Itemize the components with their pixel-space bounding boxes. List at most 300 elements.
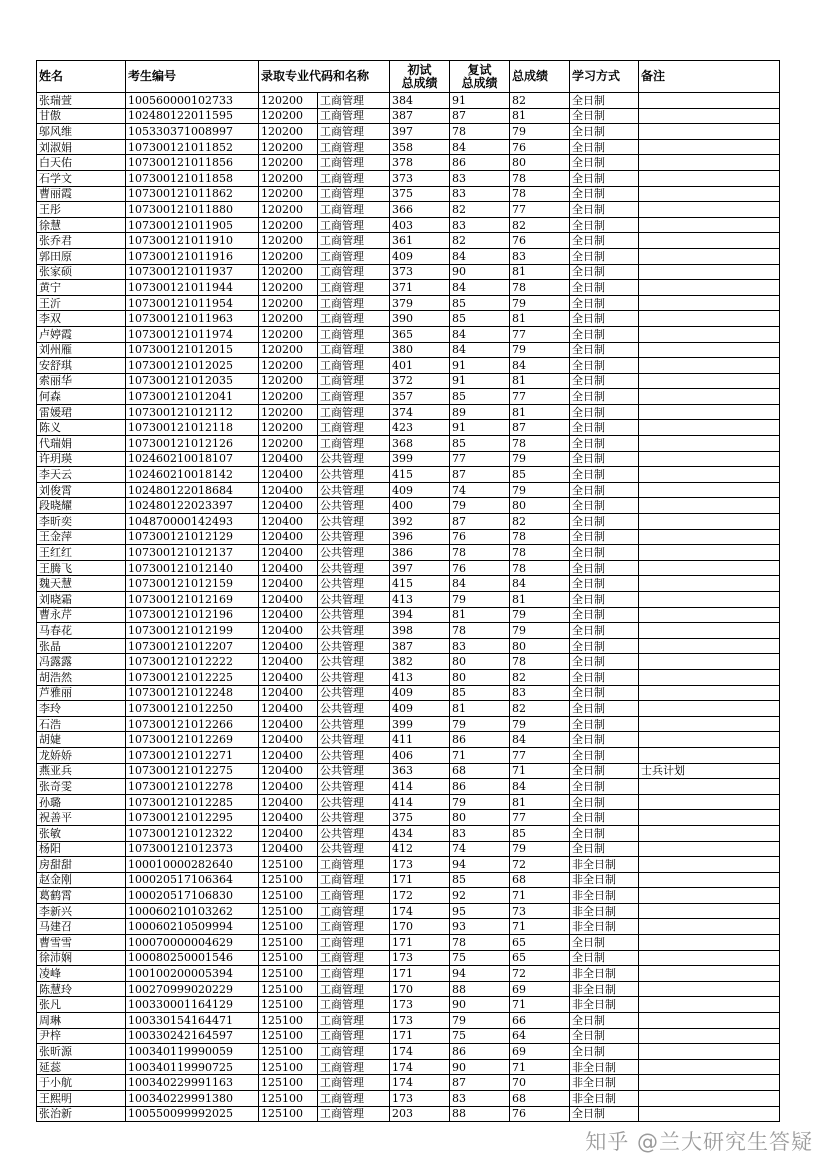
- cell-prelim: 387: [390, 638, 450, 654]
- cell-code: 125100: [259, 1013, 318, 1029]
- cell-retest: 94: [450, 966, 510, 982]
- cell-id: 107300121012275: [126, 763, 259, 779]
- table-row: [37, 716, 780, 732]
- header-total: 总成绩: [510, 61, 570, 93]
- cell-code: 120200: [259, 264, 318, 280]
- cell-code: 120400: [259, 747, 318, 763]
- cell-prelim: 368: [390, 436, 450, 452]
- header-note: 备注: [639, 61, 780, 93]
- cell-mode: 全日制: [570, 654, 639, 670]
- cell-id: 107300121011862: [126, 186, 259, 202]
- cell-total: 83: [510, 248, 570, 264]
- table-row: [37, 295, 780, 311]
- cell-mode: 全日制: [570, 108, 639, 124]
- cell-note: [639, 747, 780, 763]
- cell-note: [639, 1059, 780, 1075]
- cell-mode: 全日制: [570, 217, 639, 233]
- table-row: [37, 592, 780, 608]
- cell-mode: 非全日制: [570, 1075, 639, 1091]
- cell-name: 于小航: [37, 1075, 126, 1091]
- cell-major: 工商管理: [318, 1044, 390, 1060]
- cell-mode: 全日制: [570, 747, 639, 763]
- cell-mode: 全日制: [570, 295, 639, 311]
- cell-major: 公共管理: [318, 467, 390, 483]
- cell-note: [639, 420, 780, 436]
- cell-major: 工商管理: [318, 404, 390, 420]
- cell-prelim: 409: [390, 482, 450, 498]
- cell-major: 工商管理: [318, 1028, 390, 1044]
- cell-total: 69: [510, 1044, 570, 1060]
- cell-name: 周琳: [37, 1013, 126, 1029]
- cell-note: [639, 623, 780, 639]
- cell-id: 107300121012126: [126, 436, 259, 452]
- cell-mode: 全日制: [570, 514, 639, 530]
- cell-id: 107300121012041: [126, 389, 259, 405]
- cell-mode: 非全日制: [570, 857, 639, 873]
- cell-name: 索丽华: [37, 373, 126, 389]
- cell-name: 石学文: [37, 170, 126, 186]
- cell-name: 白天佑: [37, 155, 126, 171]
- cell-id: 105330371008997: [126, 124, 259, 140]
- cell-note: [639, 1091, 780, 1107]
- cell-code: 120400: [259, 482, 318, 498]
- cell-id: 107300121012129: [126, 529, 259, 545]
- cell-prelim: 401: [390, 358, 450, 374]
- cell-total: 79: [510, 451, 570, 467]
- cell-id: 107300121011910: [126, 233, 259, 249]
- cell-prelim: 373: [390, 264, 450, 280]
- cell-id: 107300121011858: [126, 170, 259, 186]
- cell-total: 82: [510, 701, 570, 717]
- cell-code: 120200: [259, 202, 318, 218]
- table-row: [37, 732, 780, 748]
- cell-retest: 78: [450, 935, 510, 951]
- cell-note: [639, 467, 780, 483]
- cell-major: 公共管理: [318, 576, 390, 592]
- cell-mode: 非全日制: [570, 1091, 639, 1107]
- cell-note: [639, 841, 780, 857]
- cell-total: 65: [510, 950, 570, 966]
- cell-code: 120400: [259, 685, 318, 701]
- cell-prelim: 375: [390, 186, 450, 202]
- cell-name: 石浩: [37, 716, 126, 732]
- cell-name: 张昕源: [37, 1044, 126, 1060]
- cell-total: 79: [510, 342, 570, 358]
- cell-retest: 71: [450, 747, 510, 763]
- cell-mode: 全日制: [570, 716, 639, 732]
- cell-retest: 90: [450, 1059, 510, 1075]
- table-row: [37, 326, 780, 342]
- cell-note: [639, 514, 780, 530]
- cell-code: 120400: [259, 529, 318, 545]
- cell-total: 82: [510, 217, 570, 233]
- cell-note: [639, 654, 780, 670]
- cell-retest: 75: [450, 1028, 510, 1044]
- cell-major: 公共管理: [318, 841, 390, 857]
- header-prelim-line1: 初试: [407, 62, 432, 77]
- cell-prelim: 378: [390, 155, 450, 171]
- cell-retest: 90: [450, 264, 510, 280]
- cell-mode: 全日制: [570, 701, 639, 717]
- cell-mode: 全日制: [570, 732, 639, 748]
- cell-code: 125100: [259, 981, 318, 997]
- cell-prelim: 397: [390, 124, 450, 140]
- cell-mode: 全日制: [570, 124, 639, 140]
- table-row: [37, 233, 780, 249]
- table-row: [37, 794, 780, 810]
- cell-id: 107300121011954: [126, 295, 259, 311]
- cell-name: 张凡: [37, 997, 126, 1013]
- cell-code: 120400: [259, 607, 318, 623]
- cell-total: 72: [510, 966, 570, 982]
- cell-mode: 全日制: [570, 623, 639, 639]
- cell-retest: 95: [450, 903, 510, 919]
- cell-id: 107300121012250: [126, 701, 259, 717]
- cell-total: 78: [510, 529, 570, 545]
- cell-prelim: 409: [390, 701, 450, 717]
- cell-retest: 75: [450, 950, 510, 966]
- cell-prelim: 396: [390, 529, 450, 545]
- cell-major: 公共管理: [318, 654, 390, 670]
- cell-total: 70: [510, 1075, 570, 1091]
- table-row: [37, 529, 780, 545]
- cell-code: 120400: [259, 841, 318, 857]
- cell-note: [639, 389, 780, 405]
- cell-id: 107300121012196: [126, 607, 259, 623]
- table-row: [37, 919, 780, 935]
- cell-note: [639, 560, 780, 576]
- cell-mode: 全日制: [570, 1028, 639, 1044]
- table-row: [37, 997, 780, 1013]
- cell-mode: 全日制: [570, 669, 639, 685]
- cell-retest: 68: [450, 763, 510, 779]
- cell-id: 107300121012035: [126, 373, 259, 389]
- cell-retest: 92: [450, 888, 510, 904]
- cell-prelim: 174: [390, 903, 450, 919]
- cell-retest: 88: [450, 1106, 510, 1122]
- cell-major: 工商管理: [318, 950, 390, 966]
- cell-mode: 全日制: [570, 451, 639, 467]
- cell-name: 葛鹤霄: [37, 888, 126, 904]
- cell-id: 107300121012269: [126, 732, 259, 748]
- cell-mode: 全日制: [570, 529, 639, 545]
- cell-mode: 全日制: [570, 280, 639, 296]
- cell-note: [639, 233, 780, 249]
- cell-major: 公共管理: [318, 482, 390, 498]
- cell-major: 公共管理: [318, 560, 390, 576]
- cell-prelim: 413: [390, 592, 450, 608]
- cell-mode: 全日制: [570, 950, 639, 966]
- cell-prelim: 413: [390, 669, 450, 685]
- cell-name: 王熙明: [37, 1091, 126, 1107]
- table-row: [37, 404, 780, 420]
- table-row: [37, 763, 780, 779]
- cell-retest: 87: [450, 467, 510, 483]
- cell-code: 125100: [259, 1028, 318, 1044]
- cell-total: 76: [510, 1106, 570, 1122]
- cell-major: 工商管理: [318, 981, 390, 997]
- cell-id: 107300121012322: [126, 825, 259, 841]
- cell-major: 工商管理: [318, 217, 390, 233]
- table-row: [37, 560, 780, 576]
- cell-major: 工商管理: [318, 124, 390, 140]
- cell-id: 107300121012285: [126, 794, 259, 810]
- cell-note: [639, 1106, 780, 1122]
- cell-mode: 全日制: [570, 763, 639, 779]
- cell-name: 张治新: [37, 1106, 126, 1122]
- cell-code: 120200: [259, 326, 318, 342]
- cell-id: 100330242164597: [126, 1028, 259, 1044]
- cell-major: 公共管理: [318, 701, 390, 717]
- cell-id: 100340229991163: [126, 1075, 259, 1091]
- cell-id: 100330154164471: [126, 1013, 259, 1029]
- cell-major: 工商管理: [318, 935, 390, 951]
- cell-note: [639, 451, 780, 467]
- cell-major: 工商管理: [318, 264, 390, 280]
- cell-prelim: 171: [390, 935, 450, 951]
- table-row: [37, 607, 780, 623]
- table-row: [37, 623, 780, 639]
- cell-mode: 全日制: [570, 1106, 639, 1122]
- cell-major: 公共管理: [318, 592, 390, 608]
- cell-id: 100060210509994: [126, 919, 259, 935]
- cell-name: 郭田原: [37, 248, 126, 264]
- table-row: [37, 1106, 780, 1122]
- cell-total: 77: [510, 810, 570, 826]
- cell-prelim: 357: [390, 389, 450, 405]
- cell-retest: 83: [450, 170, 510, 186]
- cell-prelim: 411: [390, 732, 450, 748]
- cell-retest: 91: [450, 93, 510, 109]
- cell-note: [639, 903, 780, 919]
- cell-total: 79: [510, 295, 570, 311]
- cell-note: [639, 997, 780, 1013]
- cell-prelim: 375: [390, 810, 450, 826]
- cell-id: 100080250001546: [126, 950, 259, 966]
- cell-major: 公共管理: [318, 607, 390, 623]
- cell-retest: 82: [450, 202, 510, 218]
- cell-mode: 全日制: [570, 498, 639, 514]
- cell-note: [639, 872, 780, 888]
- cell-mode: 全日制: [570, 264, 639, 280]
- cell-retest: 85: [450, 685, 510, 701]
- cell-total: 77: [510, 326, 570, 342]
- cell-major: 公共管理: [318, 451, 390, 467]
- header-major: 录取专业代码和名称: [259, 61, 390, 93]
- cell-note: [639, 716, 780, 732]
- cell-note: [639, 701, 780, 717]
- table-row: [37, 638, 780, 654]
- cell-note: [639, 358, 780, 374]
- cell-prelim: 372: [390, 373, 450, 389]
- cell-major: 公共管理: [318, 638, 390, 654]
- cell-id: 107300121011963: [126, 311, 259, 327]
- cell-mode: 全日制: [570, 186, 639, 202]
- cell-mode: 全日制: [570, 1013, 639, 1029]
- cell-mode: 非全日制: [570, 888, 639, 904]
- table-row: [37, 514, 780, 530]
- cell-total: 76: [510, 139, 570, 155]
- cell-code: 120400: [259, 467, 318, 483]
- cell-code: 120400: [259, 825, 318, 841]
- cell-name: 张敏: [37, 825, 126, 841]
- header-id: 考生编号: [126, 61, 259, 93]
- cell-note: [639, 342, 780, 358]
- header-prelim-line2: 总成绩: [401, 75, 438, 90]
- cell-major: 公共管理: [318, 825, 390, 841]
- cell-note: [639, 1028, 780, 1044]
- cell-mode: 全日制: [570, 935, 639, 951]
- cell-major: 工商管理: [318, 1075, 390, 1091]
- cell-code: 125100: [259, 950, 318, 966]
- cell-major: 工商管理: [318, 93, 390, 109]
- cell-major: 工商管理: [318, 170, 390, 186]
- table-row: [37, 264, 780, 280]
- cell-prelim: 392: [390, 514, 450, 530]
- cell-note: [639, 607, 780, 623]
- cell-code: 120200: [259, 280, 318, 296]
- cell-code: 120400: [259, 623, 318, 639]
- cell-note: [639, 248, 780, 264]
- cell-major: 工商管理: [318, 997, 390, 1013]
- cell-retest: 83: [450, 638, 510, 654]
- cell-id: 100550099992025: [126, 1106, 259, 1122]
- cell-retest: 90: [450, 997, 510, 1013]
- cell-id: 107300121011937: [126, 264, 259, 280]
- cell-major: 工商管理: [318, 155, 390, 171]
- cell-major: 公共管理: [318, 794, 390, 810]
- cell-total: 71: [510, 763, 570, 779]
- table-row: [37, 981, 780, 997]
- cell-mode: 全日制: [570, 342, 639, 358]
- cell-retest: 87: [450, 108, 510, 124]
- cell-code: 120200: [259, 311, 318, 327]
- cell-total: 79: [510, 482, 570, 498]
- cell-prelim: 174: [390, 1075, 450, 1091]
- admission-score-table: [36, 60, 780, 1122]
- cell-id: 107300121012118: [126, 420, 259, 436]
- cell-total: 84: [510, 732, 570, 748]
- cell-major: 工商管理: [318, 903, 390, 919]
- cell-total: 81: [510, 264, 570, 280]
- cell-id: 100010000282640: [126, 857, 259, 873]
- cell-total: 79: [510, 716, 570, 732]
- cell-total: 68: [510, 872, 570, 888]
- cell-mode: 非全日制: [570, 903, 639, 919]
- cell-id: 107300121011880: [126, 202, 259, 218]
- cell-id: 107300121012278: [126, 779, 259, 795]
- table-row: [37, 685, 780, 701]
- cell-id: 100330001164129: [126, 997, 259, 1013]
- cell-id: 107300121012266: [126, 716, 259, 732]
- cell-retest: 76: [450, 560, 510, 576]
- table-row: [37, 1013, 780, 1029]
- cell-id: 107300121011856: [126, 155, 259, 171]
- cell-name: 马春花: [37, 623, 126, 639]
- cell-total: 69: [510, 981, 570, 997]
- cell-name: 许玥瑛: [37, 451, 126, 467]
- cell-name: 马建召: [37, 919, 126, 935]
- cell-name: 张乔君: [37, 233, 126, 249]
- cell-major: 公共管理: [318, 529, 390, 545]
- cell-prelim: 386: [390, 545, 450, 561]
- cell-name: 李新兴: [37, 903, 126, 919]
- cell-id: 107300121012295: [126, 810, 259, 826]
- cell-code: 125100: [259, 966, 318, 982]
- cell-retest: 93: [450, 919, 510, 935]
- header-retest-line2: 总成绩: [461, 75, 498, 90]
- cell-major: 工商管理: [318, 248, 390, 264]
- cell-code: 120400: [259, 763, 318, 779]
- cell-prelim: 399: [390, 451, 450, 467]
- cell-mode: 全日制: [570, 326, 639, 342]
- cell-total: 71: [510, 888, 570, 904]
- cell-prelim: 409: [390, 685, 450, 701]
- table-row: [37, 342, 780, 358]
- cell-note: [639, 498, 780, 514]
- cell-code: 125100: [259, 903, 318, 919]
- cell-major: 工商管理: [318, 919, 390, 935]
- cell-note: [639, 108, 780, 124]
- cell-name: 雷媛珺: [37, 404, 126, 420]
- cell-total: 78: [510, 170, 570, 186]
- cell-id: 100020517106364: [126, 872, 259, 888]
- cell-note: [639, 981, 780, 997]
- cell-retest: 83: [450, 217, 510, 233]
- cell-note: [639, 857, 780, 873]
- cell-retest: 89: [450, 404, 510, 420]
- cell-code: 120200: [259, 124, 318, 140]
- cell-retest: 84: [450, 326, 510, 342]
- table-row: [37, 389, 780, 405]
- cell-code: 120400: [259, 592, 318, 608]
- cell-note: [639, 779, 780, 795]
- table-row: [37, 217, 780, 233]
- cell-mode: 全日制: [570, 436, 639, 452]
- cell-id: 107300121011916: [126, 248, 259, 264]
- cell-code: 125100: [259, 1091, 318, 1107]
- cell-total: 84: [510, 576, 570, 592]
- cell-prelim: 400: [390, 498, 450, 514]
- cell-note: [639, 202, 780, 218]
- cell-prelim: 415: [390, 467, 450, 483]
- cell-id: 102460210018142: [126, 467, 259, 483]
- cell-total: 81: [510, 108, 570, 124]
- cell-note: [639, 794, 780, 810]
- cell-name: 杨阳: [37, 841, 126, 857]
- cell-mode: 全日制: [570, 233, 639, 249]
- cell-retest: 80: [450, 669, 510, 685]
- cell-mode: 全日制: [570, 482, 639, 498]
- cell-id: 107300121012225: [126, 669, 259, 685]
- cell-id: 107300121012271: [126, 747, 259, 763]
- cell-note: [639, 529, 780, 545]
- cell-code: 120400: [259, 810, 318, 826]
- cell-code: 120400: [259, 545, 318, 561]
- cell-major: 工商管理: [318, 311, 390, 327]
- cell-total: 78: [510, 654, 570, 670]
- cell-total: 82: [510, 514, 570, 530]
- cell-mode: 全日制: [570, 373, 639, 389]
- cell-total: 84: [510, 358, 570, 374]
- cell-prelim: 414: [390, 779, 450, 795]
- cell-retest: 85: [450, 311, 510, 327]
- cell-prelim: 171: [390, 1028, 450, 1044]
- cell-prelim: 398: [390, 623, 450, 639]
- cell-mode: 非全日制: [570, 872, 639, 888]
- table-row: [37, 950, 780, 966]
- cell-retest: 80: [450, 810, 510, 826]
